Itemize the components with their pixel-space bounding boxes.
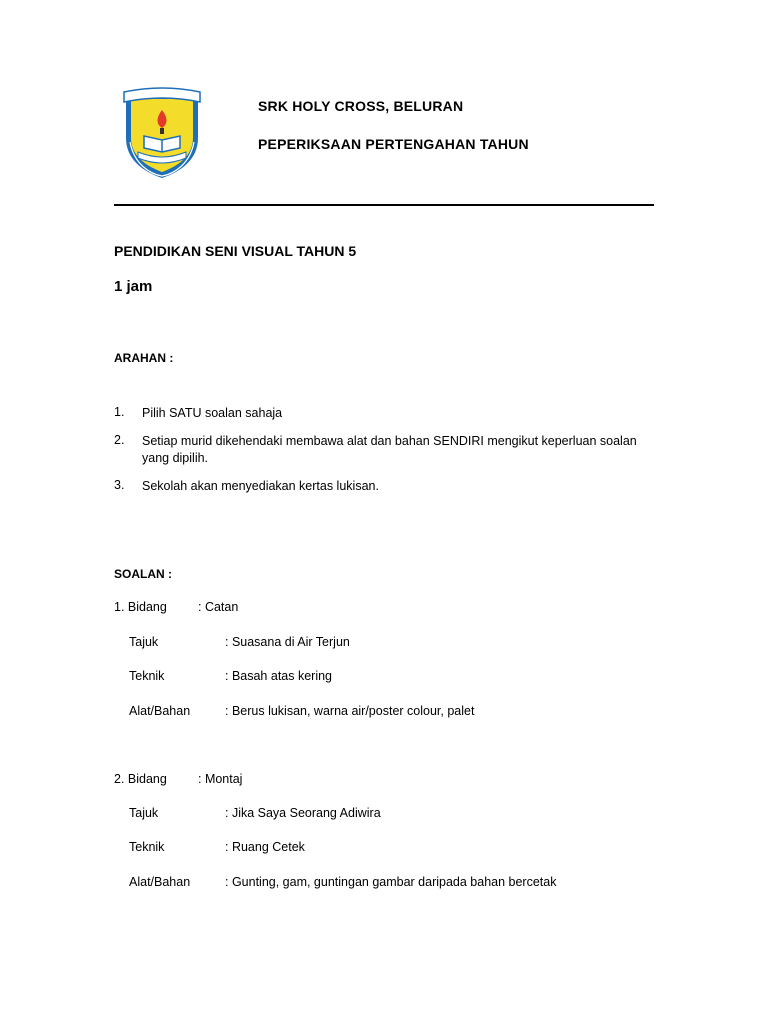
instruction-item [114, 478, 674, 495]
question-field-key: 2. Bidang [114, 772, 167, 786]
question-field-key: Tajuk [129, 806, 159, 820]
question-field-value: : Jika Saya Seorang Adiwira [225, 806, 381, 820]
question-1-bidang [114, 600, 238, 614]
arahan-label: ARAHAN : [114, 351, 174, 365]
question-2-bidang [114, 772, 242, 786]
question-field-key: Tajuk [129, 635, 159, 649]
question-2-tajuk [114, 806, 381, 820]
exam-duration: 1 jam [114, 278, 153, 295]
instruction-item [114, 405, 674, 422]
instruction-number: 3. [114, 478, 125, 492]
question-field-key: Alat/Bahan [129, 875, 191, 889]
instruction-text: Pilih SATU soalan sahaja [142, 406, 283, 420]
question-field-value: : Catan [198, 600, 239, 614]
question-field-key: Alat/Bahan [129, 704, 191, 718]
question-field-value: : Ruang Cetek [225, 840, 305, 854]
question-field-key: Teknik [129, 669, 165, 683]
question-1-teknik [114, 669, 332, 683]
exam-title: PEPERIKSAAN PERTENGAHAN TAHUN [258, 136, 529, 152]
question-field-value: : Berus lukisan, warna air/poster colour, palet [225, 704, 475, 718]
instruction-number: 2. [114, 433, 125, 447]
instruction-number: 1. [114, 405, 125, 419]
school-crest-logo [120, 86, 204, 180]
school-name: SRK HOLY CROSS, BELURAN [258, 98, 464, 114]
subject-title: PENDIDIKAN SENI VISUAL TAHUN 5 [114, 243, 357, 259]
question-field-value: : Gunting, gam, guntingan gambar daripada bahan bercetak [225, 875, 557, 889]
soalan-label: SOALAN : [114, 567, 172, 581]
instruction-item [114, 433, 674, 467]
question-field-value: : Suasana di Air Terjun [225, 635, 350, 649]
question-1-tajuk [114, 635, 350, 649]
question-field-value: : Montaj [198, 772, 243, 786]
question-1-alat-bahan [114, 704, 474, 718]
question-2-alat-bahan [114, 875, 556, 889]
question-2-teknik [114, 840, 305, 854]
question-field-key: Teknik [129, 840, 165, 854]
question-field-key: 1. Bidang [114, 600, 167, 614]
question-field-value: : Basah atas kering [225, 669, 333, 683]
instruction-text: Setiap murid dikehendaki membawa alat dan bahan SENDIRI mengikut keperluan soalan yang dipilih. [142, 434, 637, 465]
header-divider [114, 204, 654, 206]
instruction-text: Sekolah akan menyediakan kertas lukisan. [142, 479, 379, 493]
